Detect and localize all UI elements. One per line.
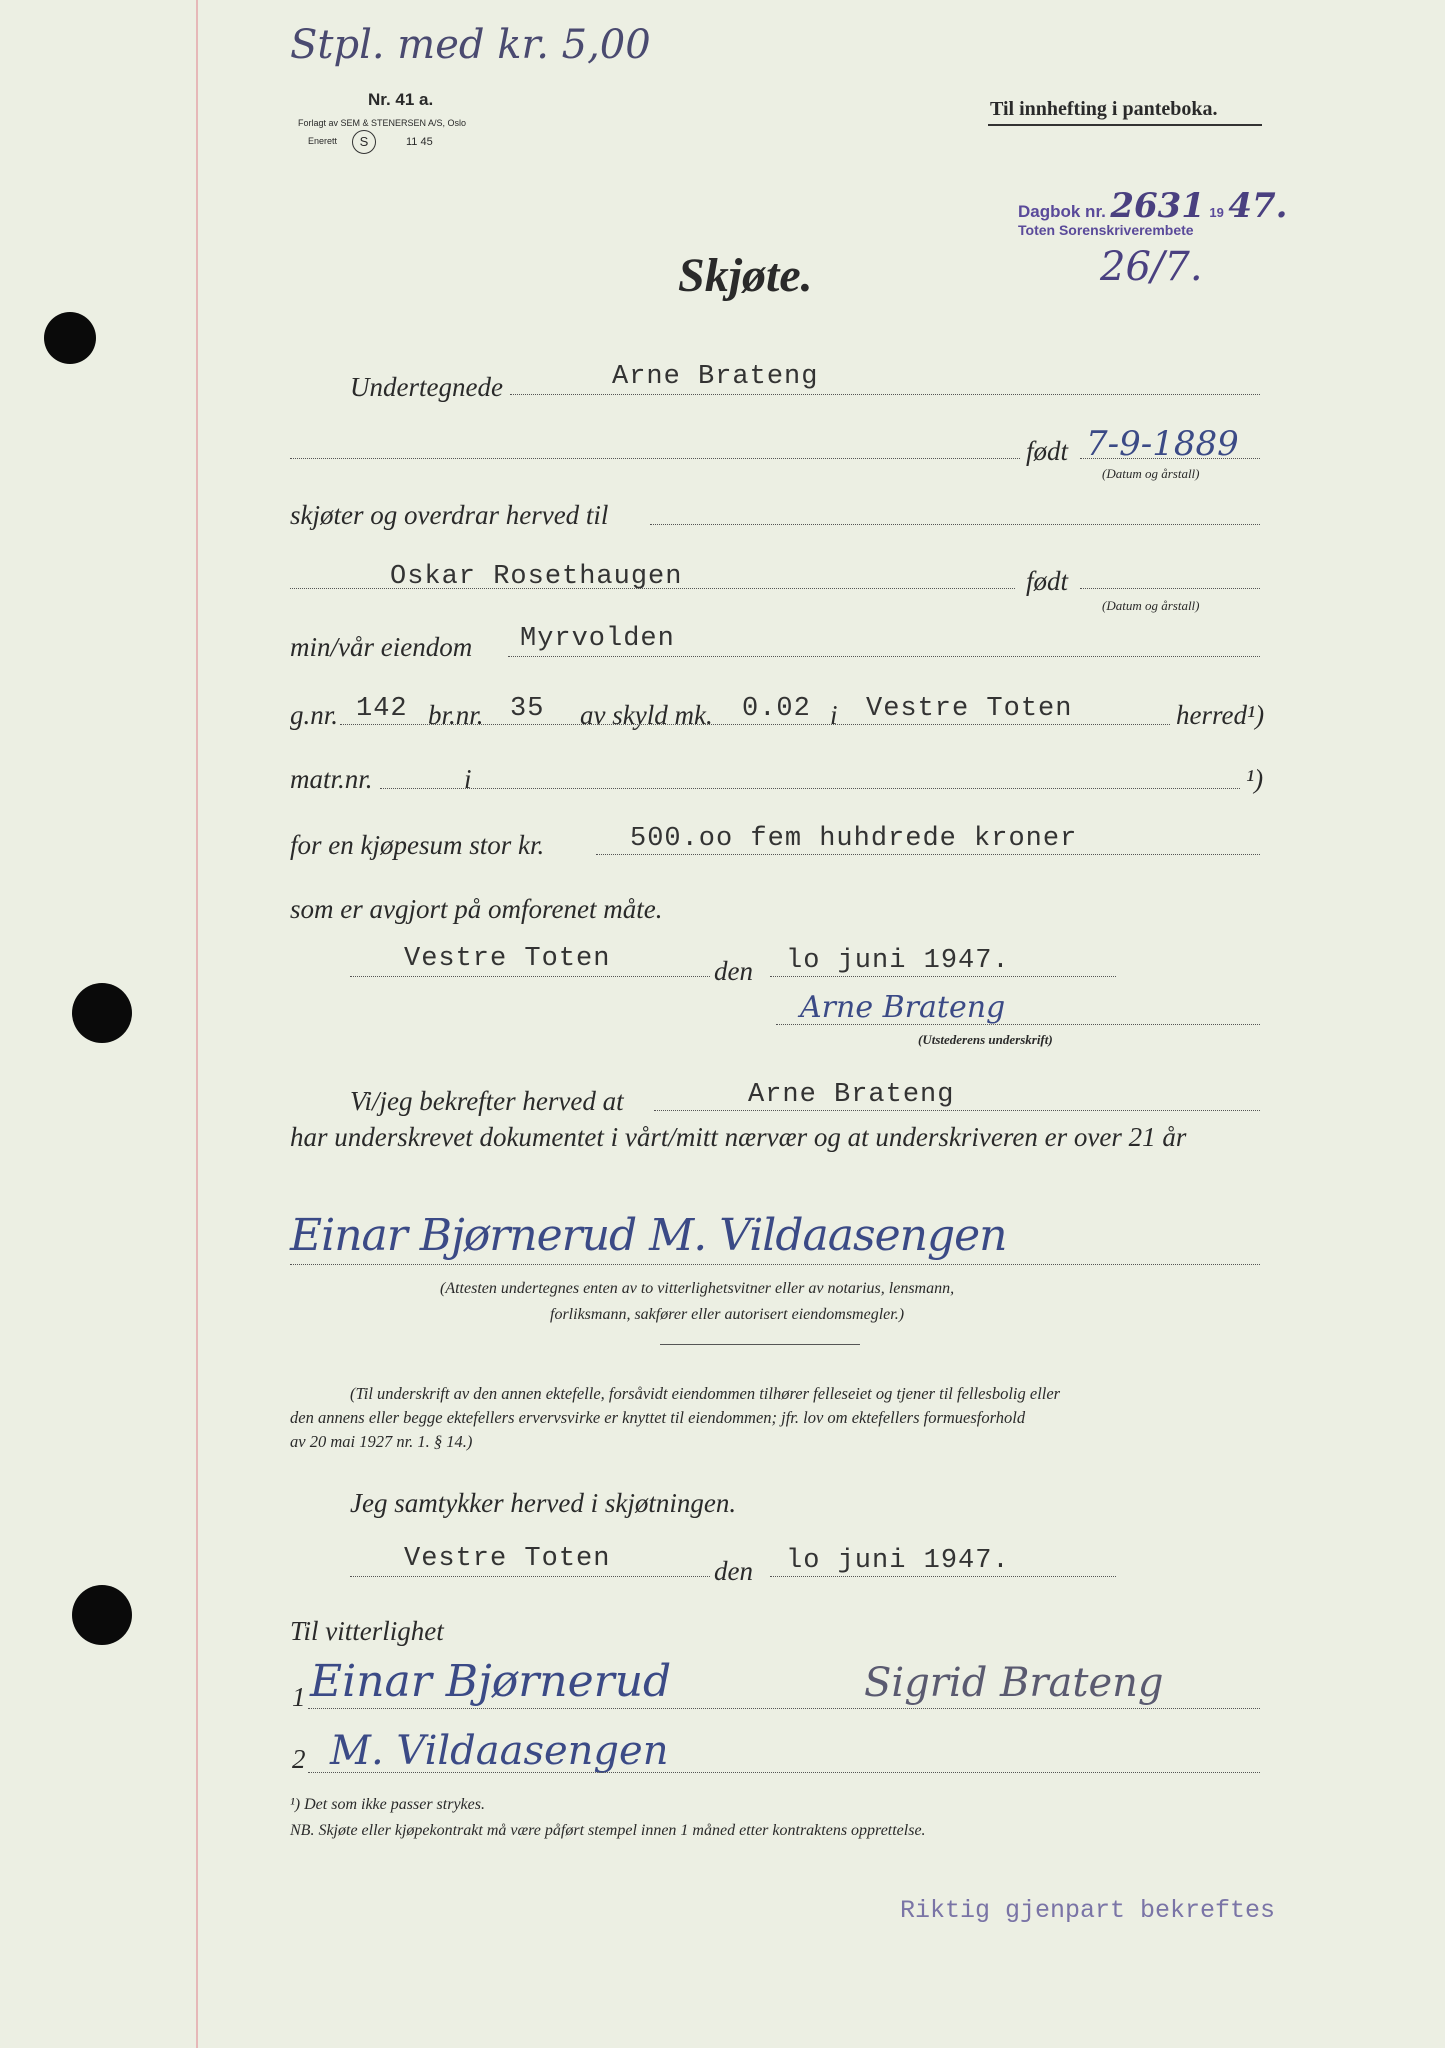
form-number: Nr. 41 a. (368, 90, 434, 109)
fodt-prefix-line (290, 458, 1020, 459)
spouse-signature: Sigrid Brateng (864, 1660, 1164, 1706)
skyld-value: 0.02 (742, 694, 811, 724)
eiendom-value: Myrvolden (520, 624, 675, 654)
witness-signatures: Einar Bjørnerud M. Vildaasengen (290, 1210, 1007, 1261)
place-line (350, 976, 710, 977)
witness-2-signature: M. Vildaasengen (330, 1728, 669, 1774)
top-right-underline (988, 124, 1262, 126)
punch-hole-bottom (72, 1585, 132, 1645)
i-label: i (830, 700, 838, 730)
matr-i: i (464, 764, 472, 794)
fodt-value: 7-9-1889 (1086, 424, 1239, 464)
stamp-number: 2631 (1110, 186, 1205, 226)
matr-line (380, 788, 1240, 789)
fodt-label: født (1026, 436, 1069, 466)
witness-2-line (308, 1772, 1260, 1773)
stamp-year: 47. (1228, 186, 1288, 226)
witness-2-number: 2 (292, 1744, 306, 1774)
spouse-den-label: den (714, 1556, 753, 1586)
matr-label: matr.nr. (290, 764, 373, 794)
margin-rule (196, 0, 198, 2048)
eiendom-label: min/vår eiendom (290, 632, 473, 662)
herred-value: Vestre Toten (866, 694, 1073, 724)
stamp-year-prefix: 19 (1209, 205, 1224, 220)
dagbok-stamp (1018, 186, 1287, 226)
certified-stamp: Riktig gjenpart bekreftes (900, 1896, 1276, 1925)
spouse-place-line (350, 1576, 710, 1577)
witness-statement: har underskrevet dokumentet i vårt/mitt nærvær og at underskriveren er over 21 år (290, 1122, 1187, 1152)
skjoter-line (650, 524, 1260, 525)
top-right-label: Til innhefting i panteboka. (990, 98, 1218, 120)
brnr-label: br.nr. (428, 700, 484, 730)
handwritten-stamp-note: Stpl. med kr. 5,00 (290, 22, 651, 68)
nb-note: NB. Skjøte eller kjøpekontrakt må være påført stempel innen 1 måned etter kontraktens opprettelse. (290, 1822, 926, 1839)
skjoter-label: skjøter og overdrar herved til (290, 500, 609, 530)
undertegnede-value: Arne Brateng (612, 362, 819, 392)
footnote: ¹) Det som ikke passer strykes. (290, 1796, 485, 1813)
document-title: Skjøte. (678, 249, 813, 302)
spouse-note-3: av 20 mai 1927 nr. 1. § 14.) (290, 1432, 473, 1451)
publisher-logo: S (352, 130, 376, 154)
publisher-code: 11 45 (406, 136, 433, 148)
date-value: lo juni 1947. (786, 946, 1010, 976)
witness-1-number: 1 (292, 1682, 306, 1712)
stamp-office: Toten Sorenskriverembete (1018, 222, 1194, 238)
witness-line (654, 1110, 1260, 1111)
issuer-signature: Arne Brateng (800, 990, 1006, 1025)
fodt2-line (1080, 588, 1260, 589)
punch-hole-top (44, 312, 96, 364)
publisher-line: Forlagt av SEM & STENERSEN A/S, Oslo (298, 118, 467, 128)
kjopesum-value: 500.oo fem huhdrede kroner (630, 824, 1078, 854)
spouse-date-line (770, 1576, 1116, 1577)
buyer-value: Oskar Rosethaugen (390, 562, 683, 592)
witness-signature-line (290, 1264, 1260, 1265)
undertegnede-line (510, 394, 1260, 395)
spouse-date-value: lo juni 1947. (786, 1546, 1010, 1576)
kjopesum-label: for en kjøpesum stor kr. (290, 830, 545, 860)
den-label: den (714, 956, 753, 986)
vitterlighet-label: Til vitterlighet (290, 1616, 444, 1646)
issuer-signature-hint: (Utstederens underskrift) (918, 1032, 1053, 1047)
eiendom-line (508, 656, 1260, 657)
datum-hint-2: (Datum og årstall) (1102, 598, 1200, 613)
avgjort-label: som er avgjort på omforenet måte. (290, 894, 663, 924)
witness-note-1: (Attesten undertegnes enten av to vitterlighetsvitner eller av notarius, lensmann, (440, 1280, 955, 1297)
matr-suffix: ¹) (1246, 764, 1264, 794)
place-value: Vestre Toten (404, 944, 611, 974)
fodt-line (1080, 458, 1260, 459)
skyld-label: av skyld mk. (580, 700, 713, 730)
witness-1-line (308, 1708, 1260, 1709)
witness-label: Vi/jeg bekrefter herved at (350, 1086, 624, 1116)
datum-hint: (Datum og årstall) (1102, 466, 1200, 481)
spouse-note-1: (Til underskrift av den annen ektefelle, forsåvidt eiendommen tilhører felleseiet og tjener til fellesbolig eller (350, 1384, 1061, 1403)
publisher-rights: Enerett (308, 136, 338, 146)
fodt2-label: født (1026, 566, 1069, 596)
consent-text: Jeg samtykker herved i skjøtningen. (350, 1488, 737, 1518)
gnr-row-line (340, 724, 1170, 725)
stamp-label: Dagbok nr. (1018, 202, 1106, 221)
punch-hole-middle (72, 983, 132, 1043)
witness-divider (660, 1344, 860, 1345)
herred-label: herred¹) (1176, 700, 1265, 730)
spouse-place-value: Vestre Toten (404, 1544, 611, 1574)
undertegnede-label: Undertegnede (350, 372, 503, 402)
kjopesum-line (596, 854, 1260, 855)
spouse-note-2: den annens eller begge ektefellers ervervsvirke er knyttet til eiendommen; jfr. lov om ektefellers formuesforhold (290, 1408, 1026, 1427)
witness-1-signature: Einar Bjørnerud (310, 1656, 672, 1707)
brnr-value: 35 (510, 694, 545, 724)
issuer-signature-line (776, 1024, 1260, 1025)
witness-note-2: forliksmann, sakfører eller autorisert eiendomsmegler.) (550, 1306, 905, 1323)
witness-value: Arne Brateng (748, 1080, 955, 1110)
stamp-handwritten-date: 26/7. (1100, 244, 1203, 290)
date-line (770, 976, 1116, 977)
gnr-label: g.nr. (290, 700, 339, 730)
gnr-value: 142 (356, 694, 408, 724)
